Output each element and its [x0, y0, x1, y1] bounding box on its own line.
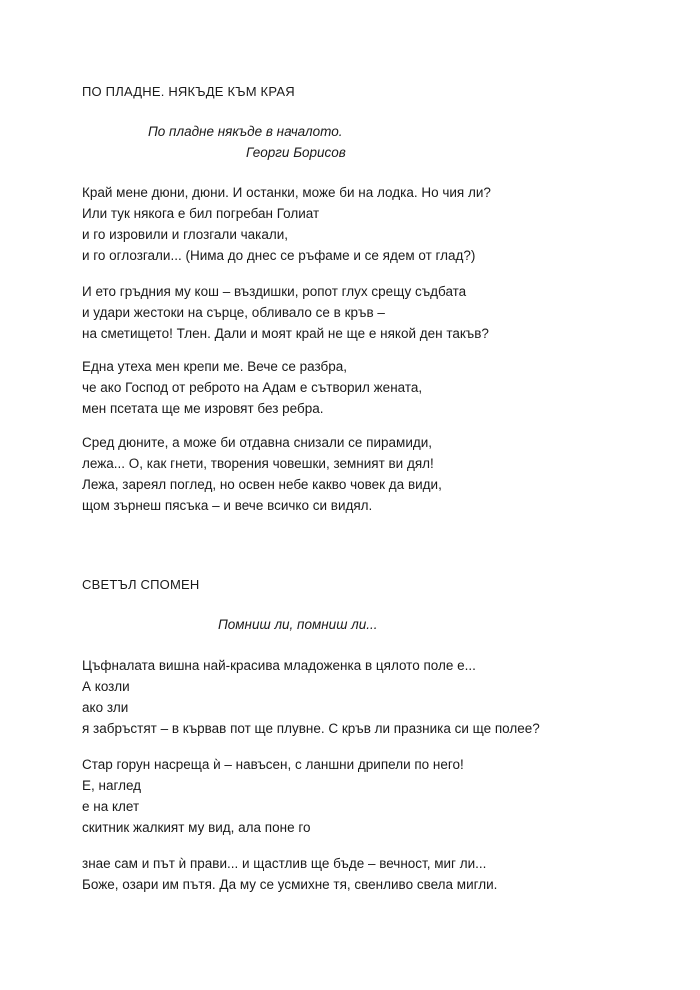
verse-line: Боже, озари им пътя. Да му се усмихне тя, свенливо свела мигли.: [82, 877, 498, 892]
verse-line: Цъфналата вишна най-красива младоженка в цялото поле е...: [82, 658, 476, 673]
verse-line: и го оглозгали... (Нима до днес се ръфаме и се ядем от глад?): [82, 248, 476, 263]
verse-line: Сред дюните, а може би отдавна снизали се пирамиди,: [82, 435, 433, 450]
verse-line: Лежа, зареял поглед, но освен небе какво човек да види,: [82, 477, 442, 492]
stanza: [82, 432, 442, 516]
epigraph-author: Георги Борисов: [246, 145, 346, 160]
verse-line: я забръстят – в кървав пот ще плувне. С кръв ли празника си ще полее?: [82, 721, 540, 736]
poem-title: СВЕТЪЛ СПОМЕН: [82, 577, 200, 592]
epigraph-line: По пладне някъде в началото.: [148, 124, 343, 139]
verse-line: лежа... О, как гнети, творения човешки, земният ви дял!: [82, 456, 434, 471]
stanza: [82, 853, 497, 895]
stanza: [82, 356, 422, 419]
verse-line: скитник жалкият му вид, ала поне го: [82, 820, 311, 835]
verse-line: Или тук някога е бил погребан Голиат: [82, 206, 320, 221]
verse-line: знае сам и път ѝ прави... и щастлив ще бъде – вечност, миг ли...: [82, 856, 487, 871]
verse-line: Стар горун насреща ѝ – навъсен, с ланшни дрипели по него!: [82, 757, 464, 772]
verse-line: мен псетата ще ме изровят без ребра.: [82, 401, 324, 416]
verse-line: и го изровили и глозгали чакали,: [82, 227, 289, 242]
verse-line: И ето гръдния му кош – въздишки, ропот глух срещу съдбата: [82, 284, 467, 299]
verse-line: Е, наглед: [82, 778, 142, 793]
verse-line: Една утеха мен крепи ме. Вече се разбра,: [82, 359, 348, 374]
stanza: [82, 182, 491, 266]
verse-line: е на клет: [82, 799, 140, 814]
verse-line: Край мене дюни, дюни. И останки, може би на лодка. Но чия ли?: [82, 185, 491, 200]
verse-line: и удари жестоки на сърце, обливало се в кръв –: [82, 305, 385, 320]
verse-line: щом зърнеш пясъка – и вече всичко си видял.: [82, 498, 373, 513]
verse-line: на сметището! Тлен. Дали и моят край не ще е някой ден такъв?: [82, 326, 489, 341]
verse-line: ако зли: [82, 700, 129, 715]
verse-line: А козли: [82, 679, 130, 694]
verse-line: че ако Господ от реброто на Адам е сътворил жената,: [82, 380, 423, 395]
stanza: [82, 281, 489, 344]
stanza: [82, 754, 464, 838]
poem-title: ПО ПЛАДНЕ. НЯКЪДЕ КЪМ КРАЯ: [82, 84, 295, 99]
stanza: [82, 655, 540, 739]
epigraph-line: Помниш ли, помниш ли...: [218, 617, 378, 632]
